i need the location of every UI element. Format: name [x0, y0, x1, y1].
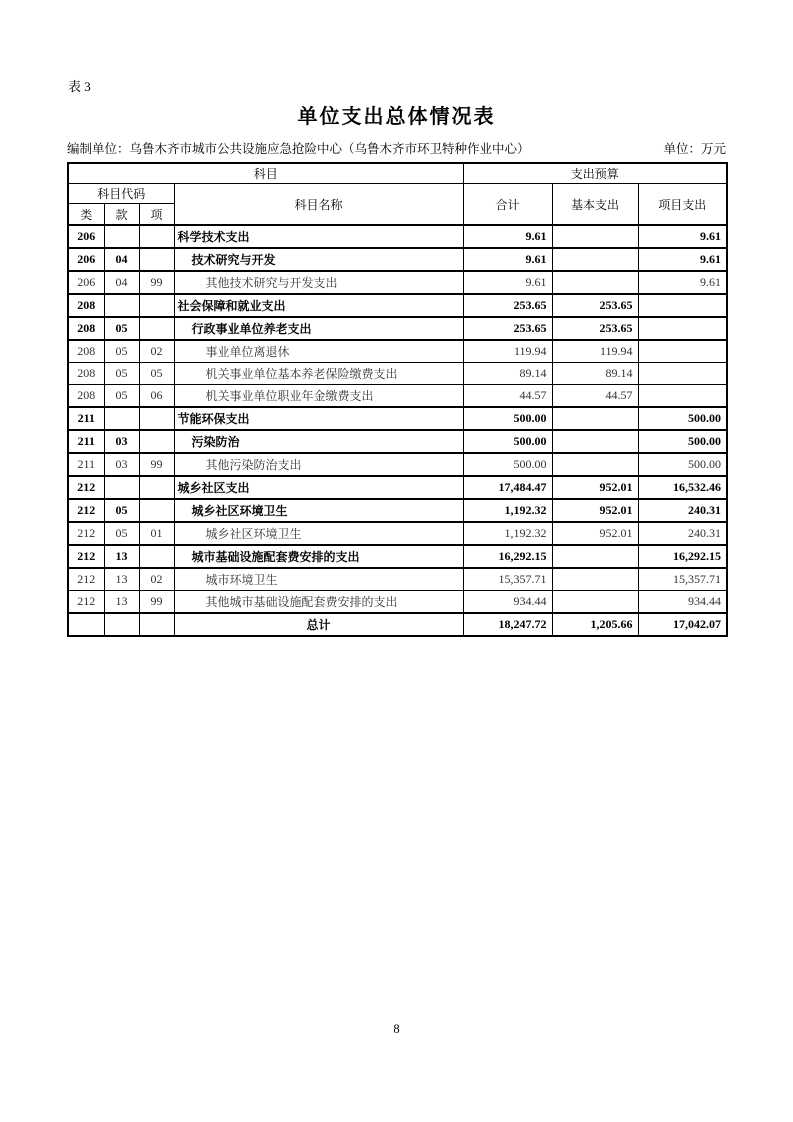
kuan-code-cell: 13 — [104, 591, 139, 614]
prepared-by-text: 编制单位：乌鲁木齐市城市公共设施应急抢险中心（乌鲁木齐市环卫特种作业中心） — [67, 142, 530, 156]
xiang-code-cell — [139, 317, 174, 340]
budget-table — [67, 162, 728, 637]
table-row — [68, 385, 727, 408]
header-project: 项目支出 — [638, 184, 727, 226]
kuan-code-cell: 04 — [104, 248, 139, 271]
subject-name-cell: 其他城市基础设施配套费安排的支出 — [174, 591, 463, 614]
xiang-code-cell: 99 — [139, 271, 174, 294]
subject-name-cell: 城乡社区环境卫生 — [174, 499, 463, 522]
basic-value-cell — [552, 407, 638, 430]
kuan-code-cell: 05 — [104, 499, 139, 522]
lei-code-cell: 208 — [68, 385, 104, 408]
lei-code-cell: 211 — [68, 453, 104, 476]
lei-code-cell: 212 — [68, 476, 104, 499]
total-value-cell: 9.61 — [463, 271, 552, 294]
xiang-code-cell — [139, 294, 174, 317]
basic-value-cell — [552, 271, 638, 294]
xiang-code-cell: 99 — [139, 591, 174, 614]
lei-code-cell: 208 — [68, 317, 104, 340]
kuan-code-cell: 05 — [104, 340, 139, 363]
unit-label: 单位：万元 — [663, 142, 726, 156]
kuan-code-cell: 05 — [104, 363, 139, 385]
lei-code-cell: 212 — [68, 499, 104, 522]
total-value-cell: 9.61 — [463, 248, 552, 271]
kuan-code-cell: 05 — [104, 522, 139, 545]
total-value-cell: 119.94 — [463, 340, 552, 363]
xiang-code-cell — [139, 545, 174, 568]
basic-value-cell — [552, 225, 638, 248]
subject-name-cell: 机关事业单位基本养老保险缴费支出 — [174, 363, 463, 385]
basic-value-cell — [552, 453, 638, 476]
basic-value-cell: 952.01 — [552, 522, 638, 545]
header-xiang: 项 — [139, 204, 174, 226]
lei-code-cell — [68, 613, 104, 636]
total-value-cell: 18,247.72 — [463, 613, 552, 636]
total-value-cell: 500.00 — [463, 407, 552, 430]
subject-name-cell: 其他技术研究与开发支出 — [174, 271, 463, 294]
subject-name-cell: 事业单位离退休 — [174, 340, 463, 363]
xiang-code-cell: 99 — [139, 453, 174, 476]
subject-name-cell: 行政事业单位养老支出 — [174, 317, 463, 340]
kuan-code-cell — [104, 613, 139, 636]
xiang-code-cell — [139, 407, 174, 430]
xiang-code-cell — [139, 248, 174, 271]
lei-code-cell: 208 — [68, 294, 104, 317]
lei-code-cell: 212 — [68, 522, 104, 545]
lei-code-cell: 211 — [68, 407, 104, 430]
xiang-code-cell — [139, 499, 174, 522]
kuan-code-cell: 13 — [104, 568, 139, 591]
kuan-code-cell — [104, 476, 139, 499]
basic-value-cell: 952.01 — [552, 499, 638, 522]
header-subject-code: 科目代码 — [68, 184, 174, 204]
total-value-cell: 253.65 — [463, 317, 552, 340]
xiang-code-cell: 01 — [139, 522, 174, 545]
header-basic: 基本支出 — [552, 184, 638, 226]
subject-name-cell: 城乡社区环境卫生 — [174, 522, 463, 545]
table-row — [68, 407, 727, 430]
subject-name-cell: 污染防治 — [174, 430, 463, 453]
xiang-code-cell — [139, 430, 174, 453]
basic-value-cell — [552, 568, 638, 591]
project-value-cell: 16,532.46 — [638, 476, 727, 499]
kuan-code-cell — [104, 294, 139, 317]
total-value-cell: 253.65 — [463, 294, 552, 317]
total-value-cell: 934.44 — [463, 591, 552, 614]
lei-code-cell: 206 — [68, 225, 104, 248]
xiang-code-cell: 06 — [139, 385, 174, 408]
header-budget-group: 支出预算 — [463, 163, 727, 184]
kuan-code-cell: 13 — [104, 545, 139, 568]
project-value-cell: 15,357.71 — [638, 568, 727, 591]
table-row — [68, 613, 727, 636]
header-lei: 类 — [68, 204, 104, 226]
page-number: 8 — [393, 1022, 400, 1036]
subject-name-cell: 总计 — [174, 613, 463, 636]
lei-code-cell: 208 — [68, 363, 104, 385]
lei-code-cell: 208 — [68, 340, 104, 363]
total-value-cell: 500.00 — [463, 430, 552, 453]
lei-code-cell: 206 — [68, 248, 104, 271]
subject-name-cell: 技术研究与开发 — [174, 248, 463, 271]
kuan-code-cell: 05 — [104, 385, 139, 408]
table-label: 表 3 — [68, 79, 91, 94]
project-value-cell — [638, 317, 727, 340]
table-body — [68, 225, 727, 636]
table-row — [68, 363, 727, 385]
kuan-code-cell — [104, 407, 139, 430]
basic-value-cell: 1,205.66 — [552, 613, 638, 636]
basic-value-cell — [552, 545, 638, 568]
project-value-cell: 9.61 — [638, 225, 727, 248]
project-value-cell: 9.61 — [638, 248, 727, 271]
project-value-cell: 240.31 — [638, 499, 727, 522]
lei-code-cell: 211 — [68, 430, 104, 453]
xiang-code-cell: 02 — [139, 568, 174, 591]
table-row — [68, 317, 727, 340]
kuan-code-cell: 04 — [104, 271, 139, 294]
kuan-code-cell: 03 — [104, 453, 139, 476]
table-row — [68, 499, 727, 522]
total-value-cell: 44.57 — [463, 385, 552, 408]
project-value-cell: 17,042.07 — [638, 613, 727, 636]
kuan-code-cell — [104, 225, 139, 248]
table-row — [68, 545, 727, 568]
xiang-code-cell — [139, 613, 174, 636]
lei-code-cell: 212 — [68, 545, 104, 568]
basic-value-cell: 952.01 — [552, 476, 638, 499]
table-row — [68, 271, 727, 294]
project-value-cell: 240.31 — [638, 522, 727, 545]
header-subject-group: 科目 — [68, 163, 463, 184]
table-row — [68, 294, 727, 317]
table-row — [68, 522, 727, 545]
xiang-code-cell — [139, 476, 174, 499]
table-row — [68, 591, 727, 614]
header-kuan: 款 — [104, 204, 139, 226]
basic-value-cell — [552, 591, 638, 614]
meta-line — [67, 139, 726, 157]
table-header — [68, 163, 727, 225]
xiang-code-cell: 05 — [139, 363, 174, 385]
kuan-code-cell: 03 — [104, 430, 139, 453]
project-value-cell — [638, 340, 727, 363]
basic-value-cell — [552, 430, 638, 453]
basic-value-cell: 89.14 — [552, 363, 638, 385]
lei-code-cell: 212 — [68, 591, 104, 614]
project-value-cell: 9.61 — [638, 271, 727, 294]
project-value-cell — [638, 385, 727, 408]
project-value-cell — [638, 294, 727, 317]
header-total: 合计 — [463, 184, 552, 226]
table-row — [68, 340, 727, 363]
project-value-cell: 500.00 — [638, 453, 727, 476]
basic-value-cell: 119.94 — [552, 340, 638, 363]
xiang-code-cell: 02 — [139, 340, 174, 363]
total-value-cell: 15,357.71 — [463, 568, 552, 591]
table-row — [68, 476, 727, 499]
subject-name-cell: 城市环境卫生 — [174, 568, 463, 591]
table-row — [68, 225, 727, 248]
table-row — [68, 453, 727, 476]
table-row — [68, 430, 727, 453]
subject-name-cell: 节能环保支出 — [174, 407, 463, 430]
total-value-cell: 1,192.32 — [463, 522, 552, 545]
project-value-cell: 934.44 — [638, 591, 727, 614]
total-value-cell: 1,192.32 — [463, 499, 552, 522]
lei-code-cell: 212 — [68, 568, 104, 591]
project-value-cell: 500.00 — [638, 430, 727, 453]
header-subject-name: 科目名称 — [174, 184, 463, 226]
basic-value-cell — [552, 248, 638, 271]
basic-value-cell: 253.65 — [552, 317, 638, 340]
subject-name-cell: 社会保障和就业支出 — [174, 294, 463, 317]
basic-value-cell: 44.57 — [552, 385, 638, 408]
total-value-cell: 500.00 — [463, 453, 552, 476]
basic-value-cell: 253.65 — [552, 294, 638, 317]
total-value-cell: 89.14 — [463, 363, 552, 385]
project-value-cell: 16,292.15 — [638, 545, 727, 568]
subject-name-cell: 其他污染防治支出 — [174, 453, 463, 476]
xiang-code-cell — [139, 225, 174, 248]
total-value-cell: 9.61 — [463, 225, 552, 248]
subject-name-cell: 机关事业单位职业年金缴费支出 — [174, 385, 463, 408]
subject-name-cell: 城市基础设施配套费安排的支出 — [174, 545, 463, 568]
total-value-cell: 17,484.47 — [463, 476, 552, 499]
kuan-code-cell: 05 — [104, 317, 139, 340]
total-value-cell: 16,292.15 — [463, 545, 552, 568]
page-title: 单位支出总体情况表 — [297, 106, 496, 128]
table-row — [68, 248, 727, 271]
subject-name-cell: 城乡社区支出 — [174, 476, 463, 499]
subject-name-cell: 科学技术支出 — [174, 225, 463, 248]
project-value-cell — [638, 363, 727, 385]
lei-code-cell: 206 — [68, 271, 104, 294]
project-value-cell: 500.00 — [638, 407, 727, 430]
table-row — [68, 568, 727, 591]
